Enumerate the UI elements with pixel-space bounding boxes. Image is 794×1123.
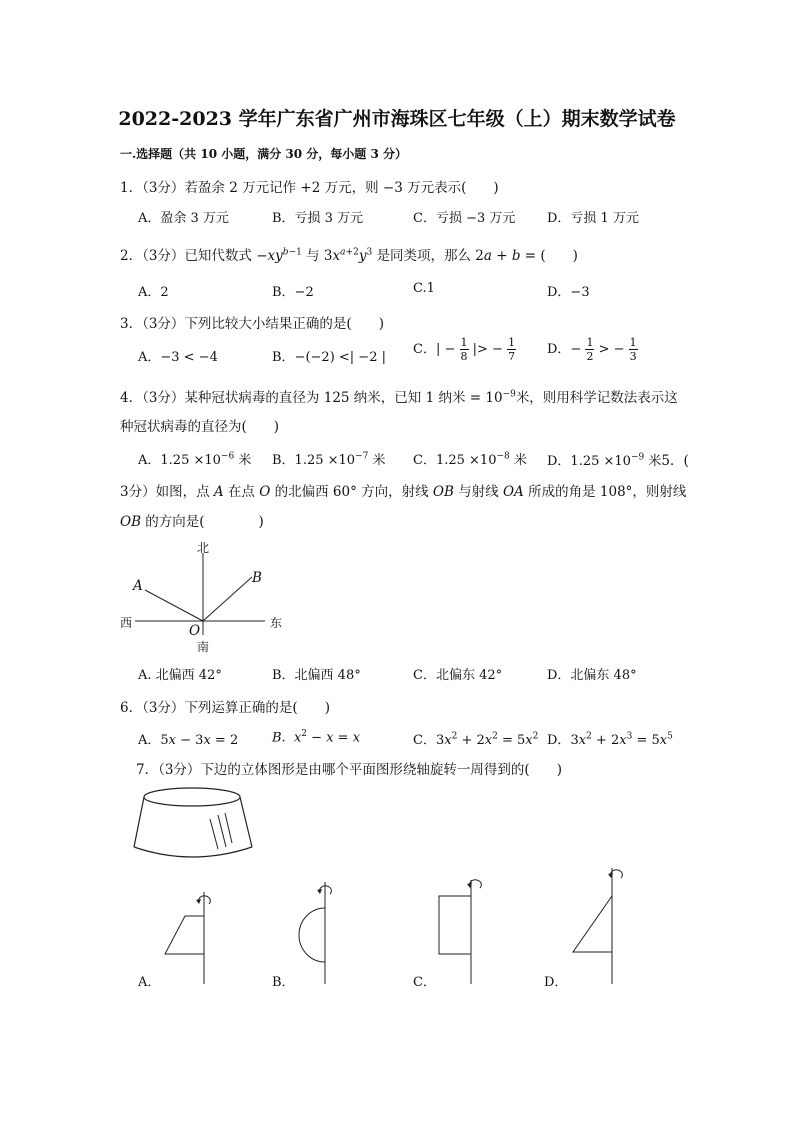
option-c[interactable]: C．$1.25 \times 10^{-8}$ 米 [413,451,527,468]
label-b: B [252,570,262,586]
option-c[interactable]: C． [413,975,436,990]
option-b[interactable]: B. $x^2 - x = x$ [272,729,361,746]
option-b-figure [285,880,355,988]
option-a[interactable]: A． [138,975,161,990]
option-c[interactable]: C．亏损 −3 万元 [413,211,516,226]
label-south: 南 [197,640,210,654]
option-d[interactable]: D．$3x^2 + 2x^3 = 5x^5$ [547,731,673,748]
option-d-figure [565,866,640,988]
option-a-figure [155,888,225,988]
question-text: 若盈余 2 万元记作 +2 万元，则 −3 万元表示( ) [184,180,499,196]
label-o: O [189,623,201,639]
option-b[interactable]: B．亏损 3 万元 [272,211,364,226]
question-2: 2．（3分）已知代数式 $-xy^{b-1}$ 与 $3x^{a+2}y^3$ 是同类项，那么 2a + b = ( ) [120,247,578,264]
label-east: 东 [270,616,283,630]
question-number: 7． [136,762,159,778]
section-heading: 一.选择题（共 10 小题，满分 30 分，每小题 3 分） [120,147,407,161]
expression-1: $-xy^{b-1}$ [251,247,302,264]
option-b[interactable]: B．北偏西 48° [272,668,361,683]
option-a[interactable]: A．−3 < −4 [138,350,218,365]
question-number: 3． [120,316,143,332]
question-number: 2． [120,248,143,264]
ray-oa [145,590,203,621]
option-c-figure [430,878,500,988]
option-d[interactable]: D．−3 [547,285,590,300]
question-points: （3分） [158,762,201,778]
option-d[interactable]: D．亏损 1 万元 [547,211,639,226]
question-5: 3分）如图，点 A 在点 O 的北偏西 60° 方向，射线 OB 与射线 OA 所成的角是 108°，则射线 [120,484,687,500]
question-5-line2: OB 的方向是( ) [120,514,264,530]
page-title: 2022-2023 学年广东省广州市海珠区七年级（上）期末数学试卷 [118,108,676,130]
option-a[interactable]: A．5x − 3x = 2 [138,733,239,748]
ray-ob [203,577,252,621]
expression-2: $3x^{a+2}y^3$ [319,247,373,264]
question-3 [120,312,384,332]
question-points: （3分） [142,180,185,196]
question-points: （3分） [142,316,185,332]
label-north: 北 [197,541,210,555]
label-a: A [133,578,143,594]
option-b[interactable]: B．−2 [272,285,314,300]
option-d[interactable]: D．− $\frac{1}{2}$ > − $\frac{1}{3}$ [547,336,637,363]
question-points: （3分） [142,700,185,716]
option-c[interactable]: C．北偏东 42° [413,668,503,683]
option-c[interactable]: C．$3x^2 + 2x^2 = 5x^2$ [413,731,539,748]
option-c[interactable]: C．| − $\frac{1}{8}$ |> − $\frac{1}{7}$ [413,336,516,363]
option-d[interactable]: D． [544,975,568,990]
option-d[interactable]: D．$1.25 \times 10^{-9}$ 米5．( [547,452,689,469]
label-west: 西 [120,616,133,630]
question-4: 4．（3分）某种冠状病毒的直径为 125 纳米，已知 1 纳米 = $10^{-9}$米，则用科学记数法表示这 [120,389,678,406]
question-text: 下边的立体图形是由哪个平面图形绕轴旋转一周得到的( ) [200,762,562,778]
question-7 [136,758,562,778]
option-c[interactable]: C.1 [413,281,435,296]
option-b[interactable]: B．−(−2) <| −2 | [272,350,386,365]
option-b[interactable]: B． [272,975,295,990]
question-text: 下列比较大小结果正确的是( ) [184,316,384,332]
frustum-solid-figure [128,785,260,865]
question-points: （3分） [142,390,185,406]
option-a[interactable]: A．盈余 3 万元 [138,211,229,226]
question-text: 下列运算正确的是( ) [184,700,330,716]
question-number: 4． [120,390,143,406]
question-4-line2: 种冠状病毒的直径为( ) [120,419,280,435]
question-points: （3分） [142,248,185,264]
expression-3: 2a + b = [470,248,541,264]
question-1 [120,176,499,196]
question-6 [120,696,330,716]
option-a[interactable]: A．$1.25 \times 10^{-6}$ 米 [138,451,252,468]
option-b[interactable]: B．$1.25 \times 10^{-7}$ 米 [272,451,386,468]
option-a[interactable]: A．2 [138,285,169,300]
option-a[interactable]: A. 北偏西 42° [138,668,222,683]
question-number: 5．( [661,453,689,469]
option-d[interactable]: D．北偏东 48° [547,668,637,683]
question-number: 6． [120,700,143,716]
question-number: 1． [120,180,143,196]
